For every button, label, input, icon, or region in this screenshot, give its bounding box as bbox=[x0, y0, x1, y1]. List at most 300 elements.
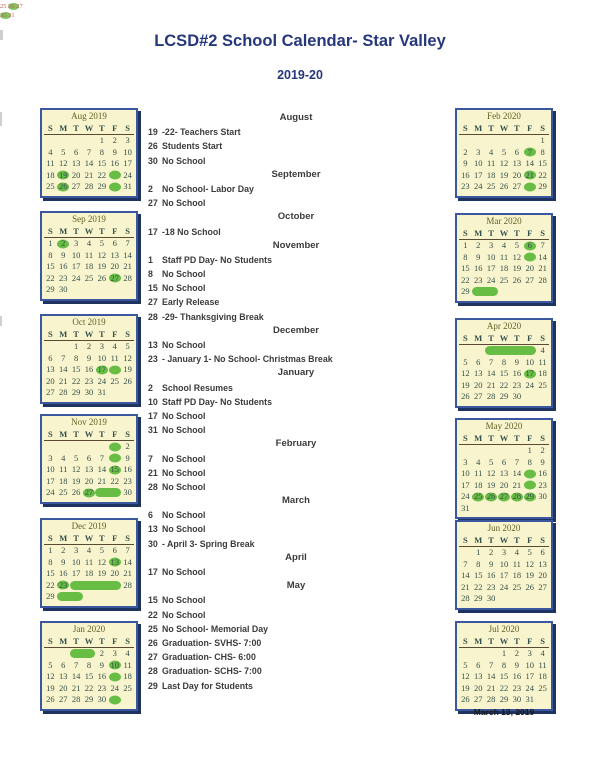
calendar-day bbox=[83, 476, 96, 488]
day-number: 14 bbox=[538, 251, 547, 262]
calendar-day bbox=[510, 683, 523, 695]
event-text: No School bbox=[162, 467, 206, 478]
day-number: 30 bbox=[512, 694, 522, 704]
calendar-day bbox=[83, 181, 96, 193]
calendar-day bbox=[83, 694, 96, 706]
calendar-day bbox=[95, 135, 108, 147]
calendar-day bbox=[70, 158, 83, 170]
scan-artifact bbox=[0, 2, 23, 20]
day-number: 29 bbox=[538, 181, 547, 191]
event-day: 6 bbox=[148, 510, 153, 521]
day-number: 28 bbox=[71, 694, 81, 704]
day-number: 6 bbox=[86, 452, 92, 463]
calendar-day bbox=[498, 368, 511, 380]
calendar-day bbox=[536, 345, 549, 357]
calendar-day bbox=[459, 170, 472, 182]
schedule-month-header: January bbox=[277, 367, 315, 379]
day-number: 25 bbox=[486, 181, 496, 191]
calendar-day bbox=[536, 480, 549, 492]
day-number: 1 bbox=[501, 648, 507, 658]
schedule-month-header: October bbox=[277, 211, 315, 223]
day-number: 27 bbox=[46, 387, 55, 397]
calendar-day bbox=[523, 593, 536, 605]
calendar-day bbox=[485, 503, 498, 515]
event-day: 10 bbox=[148, 396, 158, 407]
weekday-letter: T bbox=[488, 228, 494, 238]
calendar-day bbox=[70, 181, 83, 193]
calendar-month-title: Sep 2019 bbox=[72, 214, 106, 224]
weekday-letter: T bbox=[99, 329, 105, 339]
schedule-event bbox=[148, 522, 444, 536]
event-text: -18 No School bbox=[162, 226, 221, 237]
weekday-letter: S bbox=[540, 636, 545, 646]
calendar-day bbox=[485, 593, 498, 605]
day-number: 17 bbox=[123, 158, 132, 168]
calendar-day bbox=[44, 353, 57, 365]
day-number: 12 bbox=[512, 251, 522, 262]
day-number: 28 bbox=[59, 387, 68, 397]
calendar-day-highlighted bbox=[108, 671, 121, 683]
weekday-letter: F bbox=[112, 123, 118, 133]
calendar-day bbox=[70, 683, 83, 695]
calendar-day bbox=[510, 357, 523, 369]
calendar-day-highlighted bbox=[108, 181, 121, 193]
day-number: 1 bbox=[48, 238, 53, 248]
event-text: No School bbox=[162, 609, 206, 620]
day-number: 11 bbox=[538, 659, 547, 670]
weekday-letter: T bbox=[73, 329, 79, 339]
day-number: 23 bbox=[512, 682, 522, 693]
calendar-day-highlighted bbox=[108, 453, 121, 465]
calendar-day-highlighted bbox=[57, 181, 70, 193]
calendar-day bbox=[108, 250, 121, 262]
weekday-letter: F bbox=[527, 123, 533, 133]
day-number: 14 bbox=[71, 671, 81, 681]
weekday-letter: T bbox=[514, 333, 520, 343]
day-number: 7 bbox=[99, 452, 104, 463]
calendar-day-highlighted bbox=[57, 580, 70, 592]
weekday-letter: T bbox=[488, 433, 494, 443]
weekday-header bbox=[44, 428, 134, 441]
weekday-letter: T bbox=[488, 333, 494, 343]
calendar-day bbox=[536, 582, 549, 594]
day-number: 19 bbox=[97, 568, 107, 578]
calendar-grid bbox=[44, 545, 134, 603]
day-number: 22 bbox=[46, 272, 55, 283]
day-number: 19 bbox=[46, 682, 55, 693]
event-day: 30 bbox=[148, 538, 158, 549]
event-day: 29 bbox=[148, 680, 158, 691]
weekday-letter: S bbox=[125, 429, 130, 439]
calendar-day bbox=[95, 261, 108, 273]
weekday-header bbox=[459, 534, 549, 547]
event-day: 25 bbox=[148, 623, 158, 634]
day-number: 9 bbox=[514, 659, 519, 670]
day-number: 5 bbox=[463, 659, 468, 670]
calendar-day bbox=[498, 391, 511, 403]
weekday-letter: S bbox=[540, 433, 545, 443]
calendar-day bbox=[536, 252, 549, 264]
schedule-event bbox=[148, 466, 444, 480]
calendar-day-highlighted bbox=[523, 147, 536, 159]
day-number: 13 bbox=[110, 556, 119, 567]
day-number: 4 bbox=[61, 452, 66, 463]
day-number: 25 bbox=[84, 272, 94, 283]
calendar-day bbox=[121, 181, 134, 193]
calendar-day bbox=[472, 345, 485, 357]
weekday-header bbox=[44, 635, 134, 648]
day-number: 1 bbox=[74, 341, 79, 351]
day-number: 28 bbox=[84, 181, 94, 191]
calendar-day bbox=[523, 391, 536, 403]
day-number: 21 bbox=[525, 169, 534, 180]
day-number: 7 bbox=[74, 659, 79, 670]
calendar-day bbox=[95, 591, 108, 603]
day-number: 16 bbox=[474, 263, 483, 273]
calendar-day bbox=[459, 547, 472, 559]
day-number: 18 bbox=[538, 368, 547, 378]
day-number: 7 bbox=[540, 240, 545, 250]
event-text: Graduation- SCHS- 7:00 bbox=[162, 666, 262, 677]
weekday-letter: S bbox=[48, 429, 53, 439]
event-text: No School bbox=[162, 198, 206, 209]
calendar-day-highlighted bbox=[510, 491, 523, 503]
scan-artifact-numbers bbox=[0, 11, 23, 20]
day-number: 11 bbox=[84, 249, 94, 260]
calendar-day-highlighted bbox=[108, 660, 121, 672]
day-number: 3 bbox=[501, 547, 507, 557]
day-number: 3 bbox=[489, 240, 494, 250]
day-number: 12 bbox=[97, 556, 107, 567]
calendar-day bbox=[485, 683, 498, 695]
calendar-grid bbox=[44, 441, 134, 499]
calendar-day bbox=[510, 503, 523, 515]
weekday-letter: M bbox=[474, 636, 483, 646]
calendar-day bbox=[57, 476, 70, 488]
schedule-event bbox=[148, 423, 444, 437]
calendar-day bbox=[485, 457, 498, 469]
event-text: No School bbox=[162, 425, 206, 436]
day-number: 1 bbox=[476, 547, 481, 557]
calendar-day bbox=[95, 557, 108, 569]
weekday-letter: T bbox=[99, 123, 105, 133]
day-number: 25 bbox=[538, 379, 547, 390]
weekday-letter: S bbox=[540, 535, 545, 545]
calendar-day bbox=[121, 453, 134, 465]
calendar-day bbox=[510, 275, 523, 287]
day-number: 8 bbox=[48, 249, 53, 260]
schedule-event bbox=[148, 508, 444, 522]
calendar-day bbox=[83, 464, 96, 476]
calendar-day bbox=[95, 147, 108, 159]
calendar-day bbox=[536, 468, 549, 480]
highlight-pill bbox=[70, 649, 96, 658]
calendar-day bbox=[121, 238, 134, 250]
day-number: 17 bbox=[71, 568, 81, 578]
calendar-day bbox=[510, 252, 523, 264]
day-number: 6 bbox=[476, 356, 481, 367]
day-number: 8 bbox=[86, 659, 92, 670]
calendar-day bbox=[523, 380, 536, 392]
calendar-day-highlighted bbox=[57, 170, 70, 182]
day-number: 17 bbox=[486, 263, 496, 273]
calendar-day bbox=[510, 181, 523, 193]
calendar-day bbox=[485, 694, 498, 706]
day-number: 21 bbox=[84, 169, 94, 180]
day-number: 23 bbox=[486, 581, 496, 592]
calendar-day bbox=[83, 238, 96, 250]
event-text: No School bbox=[162, 567, 206, 577]
weekday-letter: W bbox=[84, 636, 94, 646]
calendar-day bbox=[485, 547, 498, 559]
day-number: 8 bbox=[501, 659, 507, 670]
highlight-circle bbox=[109, 171, 121, 180]
day-number: 9 bbox=[112, 146, 117, 157]
schedule-event bbox=[148, 395, 444, 409]
event-day: 28 bbox=[148, 481, 158, 492]
calendar-day bbox=[121, 147, 134, 159]
calendar-day bbox=[485, 147, 498, 159]
calendar-day bbox=[523, 648, 536, 660]
schedule-event bbox=[148, 608, 444, 622]
day-number: 29 bbox=[474, 593, 483, 603]
day-number: 1 bbox=[540, 135, 545, 145]
event-text: No School bbox=[162, 410, 206, 421]
mini-calendar-dec-2019 bbox=[40, 518, 138, 608]
schedule-event bbox=[148, 452, 444, 466]
calendar-day bbox=[536, 570, 549, 582]
day-number: 18 bbox=[59, 475, 68, 486]
day-number: 14 bbox=[97, 464, 107, 474]
calendar-day bbox=[459, 570, 472, 582]
day-number: 14 bbox=[486, 671, 496, 681]
calendar-day bbox=[70, 453, 83, 465]
calendar-day bbox=[510, 147, 523, 159]
weekday-letter: S bbox=[540, 228, 545, 238]
event-text: School Resumes bbox=[162, 382, 233, 393]
day-number: 23 bbox=[97, 682, 107, 693]
calendar-day bbox=[44, 648, 57, 660]
schedule-event bbox=[148, 593, 444, 607]
day-number: 12 bbox=[461, 368, 470, 378]
calendar-day bbox=[472, 368, 485, 380]
weekday-letter: S bbox=[125, 123, 130, 133]
calendar-day-highlighted bbox=[523, 480, 536, 492]
day-number: 10 bbox=[474, 158, 483, 168]
schedule-event bbox=[148, 154, 444, 168]
event-text: No School bbox=[162, 340, 206, 350]
calendar-day bbox=[472, 158, 485, 170]
day-number: 3 bbox=[74, 238, 79, 248]
page-subtitle: 2019-20 bbox=[277, 68, 323, 82]
weekday-letter: S bbox=[540, 333, 545, 343]
day-number: 2 bbox=[463, 146, 468, 157]
calendar-day bbox=[523, 547, 536, 559]
day-number: 5 bbox=[501, 146, 507, 157]
day-number: 20 bbox=[512, 169, 522, 180]
calendar-day bbox=[510, 648, 523, 660]
calendar-day bbox=[523, 158, 536, 170]
weekday-header bbox=[44, 122, 134, 135]
calendar-day bbox=[459, 468, 472, 480]
day-number: 15 bbox=[97, 158, 107, 168]
day-number: 25 bbox=[474, 491, 483, 501]
calendar-day bbox=[121, 353, 134, 365]
calendar-day bbox=[472, 391, 485, 403]
day-number: 19 bbox=[97, 261, 107, 271]
mini-calendar-jan-2020 bbox=[40, 621, 138, 711]
calendar-day bbox=[472, 181, 485, 193]
day-number: 24 bbox=[461, 491, 470, 501]
day-number: 4 bbox=[514, 547, 519, 557]
calendar-day bbox=[121, 660, 134, 672]
calendar-day bbox=[108, 476, 121, 488]
calendar-day bbox=[459, 694, 472, 706]
calendar-day bbox=[70, 353, 83, 365]
day-number: 7 bbox=[463, 558, 468, 569]
day-number: 5 bbox=[99, 545, 104, 555]
calendar-day bbox=[472, 170, 485, 182]
day-number: 16 bbox=[97, 671, 107, 681]
calendar-day bbox=[70, 545, 83, 557]
day-number: 21 bbox=[71, 682, 81, 693]
calendar-month-title: May 2020 bbox=[485, 421, 523, 431]
day-number: 4 bbox=[501, 240, 507, 250]
calendar-day-highlighted bbox=[95, 364, 108, 376]
weekday-header bbox=[459, 432, 549, 445]
calendar-day bbox=[95, 441, 108, 453]
schedule-event bbox=[148, 352, 444, 366]
day-number: 26 bbox=[486, 491, 496, 501]
calendar-day bbox=[459, 503, 472, 515]
calendar-day bbox=[498, 582, 511, 594]
calendar-grid bbox=[459, 345, 549, 403]
day-number: 12 bbox=[59, 158, 68, 168]
day-number: 27 bbox=[499, 491, 509, 501]
calendar-day bbox=[70, 660, 83, 672]
day-number: 6 bbox=[527, 240, 532, 250]
day-number: 20 bbox=[538, 570, 547, 580]
day-number: 26 bbox=[512, 274, 522, 285]
calendar-day bbox=[536, 593, 549, 605]
weekday-letter: F bbox=[112, 533, 118, 543]
highlight-pill bbox=[57, 592, 83, 601]
day-number: 27 bbox=[525, 274, 534, 285]
calendar-day bbox=[485, 671, 498, 683]
day-number: 26 bbox=[59, 181, 68, 191]
day-number: 25 bbox=[59, 487, 68, 497]
day-number: 24 bbox=[46, 487, 55, 497]
event-day: 7 bbox=[148, 453, 153, 464]
calendar-day bbox=[83, 135, 96, 147]
day-number: 18 bbox=[538, 671, 547, 681]
schedule-event bbox=[148, 664, 444, 678]
calendar-day bbox=[510, 547, 523, 559]
mini-calendar-may-2020 bbox=[455, 418, 553, 519]
day-number: 2 bbox=[514, 648, 519, 658]
calendar-day bbox=[536, 559, 549, 571]
calendar-day bbox=[57, 364, 70, 376]
calendar-day bbox=[70, 464, 83, 476]
calendar-day bbox=[523, 357, 536, 369]
event-text: -22- Teachers Start bbox=[162, 127, 241, 138]
day-number: 12 bbox=[499, 158, 509, 168]
day-number: 26 bbox=[97, 272, 107, 283]
mini-calendar-oct-2019 bbox=[40, 314, 138, 404]
weekday-letter: S bbox=[48, 533, 53, 543]
calendar-day bbox=[459, 480, 472, 492]
day-number: 23 bbox=[59, 579, 68, 590]
day-number: 3 bbox=[125, 135, 130, 145]
calendar-day bbox=[83, 364, 96, 376]
day-number: 29 bbox=[499, 391, 509, 401]
day-number: 2 bbox=[61, 545, 66, 555]
calendar-day bbox=[510, 559, 523, 571]
day-number: 21 bbox=[461, 581, 470, 592]
weekday-letter: M bbox=[59, 636, 68, 646]
day-number: 23 bbox=[123, 475, 132, 486]
calendar-grid bbox=[44, 135, 134, 193]
calendar-day bbox=[57, 341, 70, 353]
event-day: 26 bbox=[148, 637, 158, 648]
calendar-day bbox=[121, 476, 134, 488]
event-text: Graduation- CHS- 6:00 bbox=[162, 652, 256, 663]
weekday-letter: M bbox=[59, 226, 68, 236]
calendar-day bbox=[83, 671, 96, 683]
calendar-day bbox=[121, 341, 134, 353]
calendar-day bbox=[485, 391, 498, 403]
schedule-event bbox=[148, 267, 444, 281]
calendar-day bbox=[472, 135, 485, 147]
day-number: 9 bbox=[61, 556, 66, 567]
day-number: 1 bbox=[48, 545, 53, 555]
event-day: 17 bbox=[148, 410, 158, 421]
calendar-day bbox=[510, 391, 523, 403]
calendar-day bbox=[472, 671, 485, 683]
calendar-day bbox=[485, 468, 498, 480]
calendar-day bbox=[536, 368, 549, 380]
event-text: -29- Thanksgiving Break bbox=[162, 311, 264, 322]
event-day: 1 bbox=[148, 254, 153, 265]
calendar-day bbox=[459, 391, 472, 403]
weekday-letter: T bbox=[514, 535, 520, 545]
day-number: 23 bbox=[84, 375, 94, 386]
day-number: 19 bbox=[486, 479, 496, 490]
day-number: 14 bbox=[486, 368, 496, 378]
schedule-event bbox=[148, 636, 444, 650]
weekday-letter: F bbox=[527, 333, 533, 343]
calendar-day bbox=[510, 582, 523, 594]
day-number: 21 bbox=[123, 261, 132, 271]
calendar-day-highlighted bbox=[523, 252, 536, 264]
weekday-letter: T bbox=[99, 636, 105, 646]
calendar-day bbox=[536, 660, 549, 672]
schedule-month-header: November bbox=[272, 239, 320, 251]
day-number: 13 bbox=[474, 368, 483, 378]
weekday-letter: T bbox=[514, 433, 520, 443]
calendar-day bbox=[57, 250, 70, 262]
calendar-grid bbox=[459, 240, 549, 298]
calendar-day bbox=[536, 286, 549, 298]
day-number: 16 bbox=[59, 261, 68, 271]
calendar-grid bbox=[459, 547, 549, 605]
calendar-day bbox=[83, 284, 96, 296]
calendar-day bbox=[70, 135, 83, 147]
calendar-day bbox=[472, 445, 485, 457]
day-number: 17 bbox=[474, 169, 483, 180]
calendar-day bbox=[510, 457, 523, 469]
event-day: 13 bbox=[148, 524, 158, 535]
